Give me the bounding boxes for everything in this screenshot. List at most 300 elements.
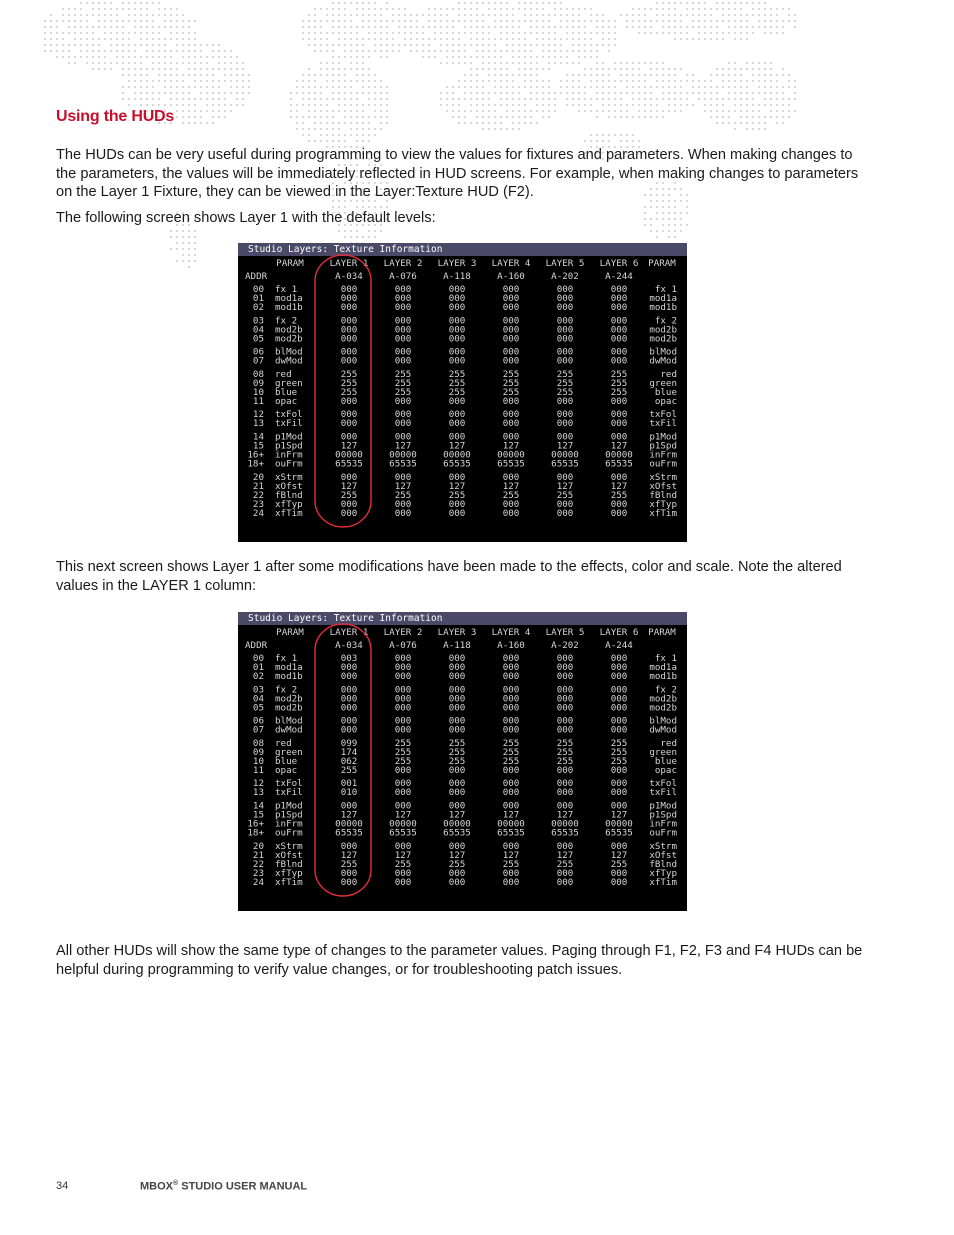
value-cell: 000 — [610, 702, 628, 714]
value-cell: 255 — [610, 489, 628, 501]
value-cell: 000 — [448, 293, 466, 304]
value-cell: 000 — [394, 409, 412, 421]
param-name-right: blMod — [649, 346, 677, 358]
param-name-right: fx 1 — [654, 653, 677, 664]
value-cell: 000 — [394, 715, 412, 727]
param-name-right: red — [660, 737, 677, 749]
value-cell: 000 — [448, 684, 466, 696]
value-cell: 000 — [610, 787, 628, 799]
param-name-left: opac — [275, 764, 298, 776]
param-name-left: mod1b — [275, 671, 303, 682]
manual-title — [140, 1180, 307, 1193]
value-cell: 000 — [556, 418, 574, 430]
param-name-right: txFil — [649, 787, 677, 799]
param-name-right: green — [649, 746, 677, 758]
value-cell: 255 — [556, 489, 574, 501]
value-cell: 000 — [502, 662, 520, 673]
value-cell: 000 — [556, 715, 574, 727]
value-cell: 000 — [340, 715, 358, 727]
value-cell: 000 — [394, 315, 412, 327]
value-cell: 000 — [610, 778, 628, 790]
param-name-right: xStrm — [649, 840, 677, 852]
param-name-left: blMod — [275, 715, 303, 727]
value-cell: 000 — [556, 840, 574, 852]
value-cell: 00000 — [605, 449, 633, 461]
value-cell: 65535 — [605, 458, 633, 470]
value-cell: 000 — [448, 284, 466, 295]
value-cell: 000 — [448, 333, 466, 345]
param-name-right: dwMod — [649, 355, 677, 367]
value-cell: 255 — [394, 377, 412, 389]
value-cell: 000 — [340, 418, 358, 430]
value-cell: 00000 — [389, 818, 417, 830]
value-cell: 255 — [448, 386, 466, 398]
param-name-left: mod2b — [275, 693, 303, 705]
param-name-right: txFol — [649, 409, 677, 421]
param-name-right: green — [649, 377, 677, 389]
hud-table-modified — [238, 612, 687, 911]
value-cell: 127 — [448, 849, 466, 861]
value-cell: 000 — [448, 471, 466, 483]
value-cell: 255 — [448, 489, 466, 501]
value-cell: 000 — [502, 409, 520, 421]
param-name-right: xStrm — [649, 471, 677, 483]
channel-number: 07 — [252, 724, 264, 736]
value-cell: 000 — [610, 693, 628, 705]
intro-paragraph: The HUDs can be very useful during programming to view the values for fixtures and parameters. When making changes to the parameters, the values will be immediately reflected in HUD screens. For example, when making changes to parameters on the Layer 1 Fixture, they can be viewed in the Layer:Texture HUD (F2). — [56, 147, 859, 201]
value-cell: 000 — [448, 324, 466, 336]
value-cell: 000 — [448, 764, 466, 776]
value-cell: 000 — [502, 876, 520, 888]
param-name-right: p1Mod — [649, 431, 677, 443]
value-cell: 255 — [556, 755, 574, 767]
value-cell: 000 — [394, 471, 412, 483]
param-name-left: txFil — [275, 418, 303, 430]
column-header: PARAM — [276, 258, 304, 269]
value-cell: 000 — [556, 284, 574, 295]
column-header: LAYER 6 — [599, 627, 639, 638]
param-name-left: fx 1 — [275, 284, 298, 295]
param-name-right: mod2b — [649, 333, 677, 345]
param-name-left: xOfst — [275, 849, 303, 861]
value-cell: 255 — [610, 858, 628, 870]
value-cell: 000 — [610, 395, 628, 407]
param-name-right: fx 1 — [654, 284, 677, 295]
value-cell: 000 — [502, 653, 520, 664]
param-name-left: txFol — [275, 409, 303, 421]
value-cell: 000 — [394, 662, 412, 673]
value-cell: 000 — [556, 355, 574, 367]
value-cell: 000 — [556, 662, 574, 673]
value-cell: 000 — [610, 840, 628, 852]
param-name-right: red — [660, 368, 677, 380]
value-cell: 000 — [556, 471, 574, 483]
value-cell: 000 — [610, 418, 628, 430]
value-cell: 000 — [448, 355, 466, 367]
param-name-right: opac — [654, 764, 677, 776]
value-cell: 000 — [340, 395, 358, 407]
value-cell: 000 — [610, 684, 628, 696]
value-cell: 174 — [340, 746, 358, 758]
value-cell: 000 — [340, 498, 358, 510]
param-name-right: inFrm — [649, 818, 677, 830]
value-cell: 000 — [556, 324, 574, 336]
param-name-right: p1Mod — [649, 800, 677, 812]
channel-number: 21 — [252, 849, 264, 861]
value-cell: 000 — [394, 800, 412, 812]
value-cell: 000 — [556, 302, 574, 313]
value-cell: 255 — [448, 858, 466, 870]
param-name-right: mod1b — [649, 302, 677, 313]
value-cell: 000 — [610, 653, 628, 664]
param-name-right: xOfst — [649, 849, 677, 861]
value-cell: 00000 — [497, 449, 525, 461]
param-name-left: dwMod — [275, 355, 303, 367]
channel-number: 06 — [252, 715, 264, 727]
param-name-left: fx 2 — [275, 315, 298, 327]
value-cell: 127 — [610, 480, 628, 492]
address-cell: A-118 — [443, 271, 471, 282]
value-cell: 000 — [610, 867, 628, 879]
value-cell: 127 — [448, 809, 466, 821]
value-cell: 255 — [394, 386, 412, 398]
value-cell: 000 — [394, 693, 412, 705]
value-cell: 000 — [394, 418, 412, 430]
value-cell: 127 — [340, 440, 358, 452]
param-name-right: blue — [654, 755, 677, 767]
channel-number: 04 — [252, 324, 264, 336]
value-cell: 000 — [556, 702, 574, 714]
value-cell: 000 — [448, 715, 466, 727]
address-cell: A-076 — [389, 271, 417, 282]
channel-number: 12 — [252, 409, 264, 421]
value-cell: 000 — [448, 409, 466, 421]
value-cell: 000 — [502, 431, 520, 443]
value-cell: 000 — [610, 355, 628, 367]
channel-number: 13 — [252, 418, 264, 430]
value-cell: 255 — [502, 489, 520, 501]
value-cell: 255 — [610, 737, 628, 749]
page-number: 34 — [56, 1180, 69, 1192]
value-cell: 00000 — [335, 449, 363, 461]
value-cell: 255 — [502, 737, 520, 749]
param-name-left: fx 1 — [275, 653, 298, 664]
value-cell: 000 — [340, 355, 358, 367]
value-cell: 000 — [556, 787, 574, 799]
value-cell: 255 — [340, 377, 358, 389]
value-cell: 255 — [610, 368, 628, 380]
value-cell: 000 — [556, 395, 574, 407]
value-cell: 000 — [394, 840, 412, 852]
value-cell: 127 — [502, 480, 520, 492]
value-cell: 000 — [502, 507, 520, 519]
value-cell: 000 — [394, 355, 412, 367]
param-name-left: p1Spd — [275, 440, 303, 452]
param-name-left: opac — [275, 395, 298, 407]
param-name-right: xfTyp — [649, 867, 677, 879]
value-cell: 000 — [556, 671, 574, 682]
value-cell: 255 — [340, 858, 358, 870]
value-cell: 127 — [556, 480, 574, 492]
value-cell: 000 — [556, 724, 574, 736]
param-name-left: fBlnd — [275, 489, 303, 501]
value-cell: 000 — [556, 315, 574, 327]
value-cell: 000 — [610, 724, 628, 736]
channel-number: 20 — [252, 840, 264, 852]
value-cell: 099 — [340, 737, 358, 749]
value-cell: 000 — [610, 333, 628, 345]
param-name-right: ouFrm — [649, 827, 677, 839]
value-cell: 000 — [610, 284, 628, 295]
value-cell: 000 — [502, 693, 520, 705]
param-name-left: ouFrm — [275, 827, 303, 839]
value-cell: 255 — [340, 368, 358, 380]
channel-number: 09 — [252, 377, 264, 389]
channel-number: 22 — [252, 489, 264, 501]
value-cell: 000 — [448, 418, 466, 430]
value-cell: 000 — [610, 715, 628, 727]
param-name-right: xfTim — [649, 876, 677, 888]
address-cell: A-244 — [605, 640, 633, 651]
param-name-left: dwMod — [275, 724, 303, 736]
value-cell: 00000 — [335, 818, 363, 830]
channel-number: 00 — [252, 653, 264, 664]
value-cell: 000 — [394, 653, 412, 664]
param-name-left: xfTim — [275, 507, 303, 519]
param-name-right: mod1a — [649, 662, 677, 673]
value-cell: 000 — [556, 693, 574, 705]
column-header: LAYER 4 — [491, 258, 531, 269]
value-cell: 000 — [610, 671, 628, 682]
channel-number: 18+ — [247, 458, 264, 470]
value-cell: 000 — [556, 867, 574, 879]
param-name-right: p1Spd — [649, 440, 677, 452]
value-cell: 000 — [502, 395, 520, 407]
channel-number: 14 — [252, 431, 264, 443]
param-name-right: fBlnd — [649, 489, 677, 501]
value-cell: 000 — [448, 671, 466, 682]
value-cell: 000 — [556, 409, 574, 421]
param-name-right: blMod — [649, 715, 677, 727]
value-cell: 000 — [556, 293, 574, 304]
value-cell: 000 — [340, 471, 358, 483]
value-cell: 255 — [556, 386, 574, 398]
column-header: PARAM — [648, 258, 676, 269]
value-cell: 000 — [448, 702, 466, 714]
value-cell: 000 — [610, 507, 628, 519]
value-cell: 65535 — [443, 827, 471, 839]
value-cell: 127 — [340, 849, 358, 861]
value-cell: 127 — [502, 440, 520, 452]
value-cell: 255 — [448, 377, 466, 389]
value-cell: 000 — [556, 507, 574, 519]
value-cell: 000 — [502, 671, 520, 682]
param-name-left: blMod — [275, 346, 303, 358]
value-cell: 65535 — [443, 458, 471, 470]
value-cell: 000 — [502, 346, 520, 358]
channel-number: 14 — [252, 800, 264, 812]
channel-number: 16+ — [247, 449, 264, 461]
value-cell: 65535 — [335, 458, 363, 470]
value-cell: 65535 — [605, 827, 633, 839]
param-name-left: mod1b — [275, 302, 303, 313]
channel-number: 01 — [252, 662, 264, 673]
value-cell: 000 — [340, 409, 358, 421]
value-cell: 000 — [502, 355, 520, 367]
value-cell: 255 — [610, 377, 628, 389]
value-cell: 000 — [610, 876, 628, 888]
value-cell: 000 — [448, 431, 466, 443]
value-cell: 000 — [394, 431, 412, 443]
value-cell: 000 — [394, 787, 412, 799]
value-cell: 000 — [502, 471, 520, 483]
modified-levels-caption: This next screen shows Layer 1 after some modifications have been made to the effects, color and scale. Note the altered values in the LAYER 1 column: — [56, 559, 842, 594]
column-header: LAYER 5 — [545, 258, 585, 269]
hud-title-bar: Studio Layers: Texture Information — [238, 612, 687, 625]
channel-number: 22 — [252, 858, 264, 870]
channel-number: 04 — [252, 693, 264, 705]
param-name-right: fBlnd — [649, 858, 677, 870]
address-cell: A-244 — [605, 271, 633, 282]
param-name-right: mod1a — [649, 293, 677, 304]
value-cell: 000 — [340, 333, 358, 345]
value-cell: 127 — [610, 440, 628, 452]
param-name-right: mod2b — [649, 693, 677, 705]
value-cell: 000 — [556, 800, 574, 812]
value-cell: 000 — [502, 293, 520, 304]
channel-number: 15 — [252, 440, 264, 452]
channel-number: 00 — [252, 284, 264, 295]
value-cell: 000 — [502, 715, 520, 727]
value-cell: 127 — [394, 480, 412, 492]
value-cell: 000 — [394, 333, 412, 345]
value-cell: 000 — [394, 867, 412, 879]
value-cell: 255 — [448, 737, 466, 749]
column-header: LAYER 2 — [383, 258, 423, 269]
value-cell: 000 — [394, 346, 412, 358]
channel-number: 10 — [252, 386, 264, 398]
value-cell: 000 — [340, 693, 358, 705]
param-name-right: blue — [654, 386, 677, 398]
param-name-right: xfTim — [649, 507, 677, 519]
hud-title-bar: Studio Layers: Texture Information — [238, 243, 687, 256]
value-cell: 65535 — [551, 458, 579, 470]
value-cell: 000 — [448, 507, 466, 519]
param-name-left: txFol — [275, 778, 303, 790]
value-cell: 000 — [556, 498, 574, 510]
value-cell: 65535 — [335, 827, 363, 839]
value-cell: 000 — [610, 471, 628, 483]
value-cell: 255 — [556, 377, 574, 389]
value-cell: 00000 — [551, 449, 579, 461]
param-name-right: dwMod — [649, 724, 677, 736]
value-cell: 000 — [610, 431, 628, 443]
value-cell: 65535 — [551, 827, 579, 839]
column-header: PARAM — [276, 627, 304, 638]
addr-label: ADDR — [245, 271, 268, 282]
value-cell: 000 — [448, 840, 466, 852]
channel-number: 03 — [252, 684, 264, 696]
value-cell: 000 — [394, 684, 412, 696]
column-header: LAYER 3 — [437, 627, 477, 638]
value-cell: 000 — [394, 302, 412, 313]
value-cell: 000 — [448, 346, 466, 358]
channel-number: 23 — [252, 498, 264, 510]
value-cell: 010 — [340, 787, 358, 799]
value-cell: 000 — [448, 662, 466, 673]
value-cell: 000 — [502, 302, 520, 313]
value-cell: 000 — [556, 431, 574, 443]
value-cell: 000 — [394, 702, 412, 714]
column-header: PARAM — [648, 627, 676, 638]
value-cell: 000 — [502, 418, 520, 430]
param-name-left: xStrm — [275, 471, 303, 483]
param-name-left: blue — [275, 386, 298, 398]
value-cell: 255 — [502, 377, 520, 389]
value-cell: 000 — [394, 293, 412, 304]
value-cell: 00000 — [497, 818, 525, 830]
param-name-left: xfTyp — [275, 867, 303, 879]
param-name-left: blue — [275, 755, 298, 767]
manual-title-main: MBOX — [140, 1180, 173, 1193]
channel-number: 16+ — [247, 818, 264, 830]
value-cell: 000 — [340, 840, 358, 852]
column-header: LAYER 1 — [329, 258, 369, 269]
param-name-left: mod2b — [275, 702, 303, 714]
value-cell: 127 — [502, 809, 520, 821]
param-name-right: fx 2 — [654, 684, 677, 696]
value-cell: 000 — [394, 671, 412, 682]
value-cell: 255 — [340, 386, 358, 398]
param-name-left: green — [275, 746, 303, 758]
value-cell: 000 — [448, 778, 466, 790]
value-cell: 000 — [340, 800, 358, 812]
param-name-left: mod1a — [275, 293, 303, 304]
param-name-left: xOfst — [275, 480, 303, 492]
address-cell: A-076 — [389, 640, 417, 651]
value-cell: 000 — [502, 867, 520, 879]
value-cell: 00000 — [551, 818, 579, 830]
value-cell: 127 — [448, 440, 466, 452]
value-cell: 000 — [340, 302, 358, 313]
value-cell: 000 — [610, 800, 628, 812]
address-cell: A-202 — [551, 640, 579, 651]
value-cell: 00000 — [605, 818, 633, 830]
param-name-right: mod2b — [649, 702, 677, 714]
param-name-right: p1Spd — [649, 809, 677, 821]
value-cell: 000 — [448, 653, 466, 664]
param-name-right: txFol — [649, 778, 677, 790]
value-cell: 000 — [610, 302, 628, 313]
value-cell: 000 — [610, 662, 628, 673]
address-cell: A-160 — [497, 640, 525, 651]
value-cell: 000 — [556, 346, 574, 358]
channel-number: 01 — [252, 293, 264, 304]
value-cell: 127 — [556, 849, 574, 861]
param-name-right: ouFrm — [649, 458, 677, 470]
channel-number: 08 — [252, 368, 264, 380]
value-cell: 000 — [340, 867, 358, 879]
value-cell: 255 — [556, 858, 574, 870]
value-cell: 000 — [394, 724, 412, 736]
value-cell: 000 — [394, 284, 412, 295]
channel-number: 23 — [252, 867, 264, 879]
value-cell: 255 — [556, 737, 574, 749]
column-header: LAYER 6 — [599, 258, 639, 269]
value-cell: 255 — [394, 858, 412, 870]
address-cell: A-160 — [497, 271, 525, 282]
address-cell: A-034 — [335, 640, 363, 651]
